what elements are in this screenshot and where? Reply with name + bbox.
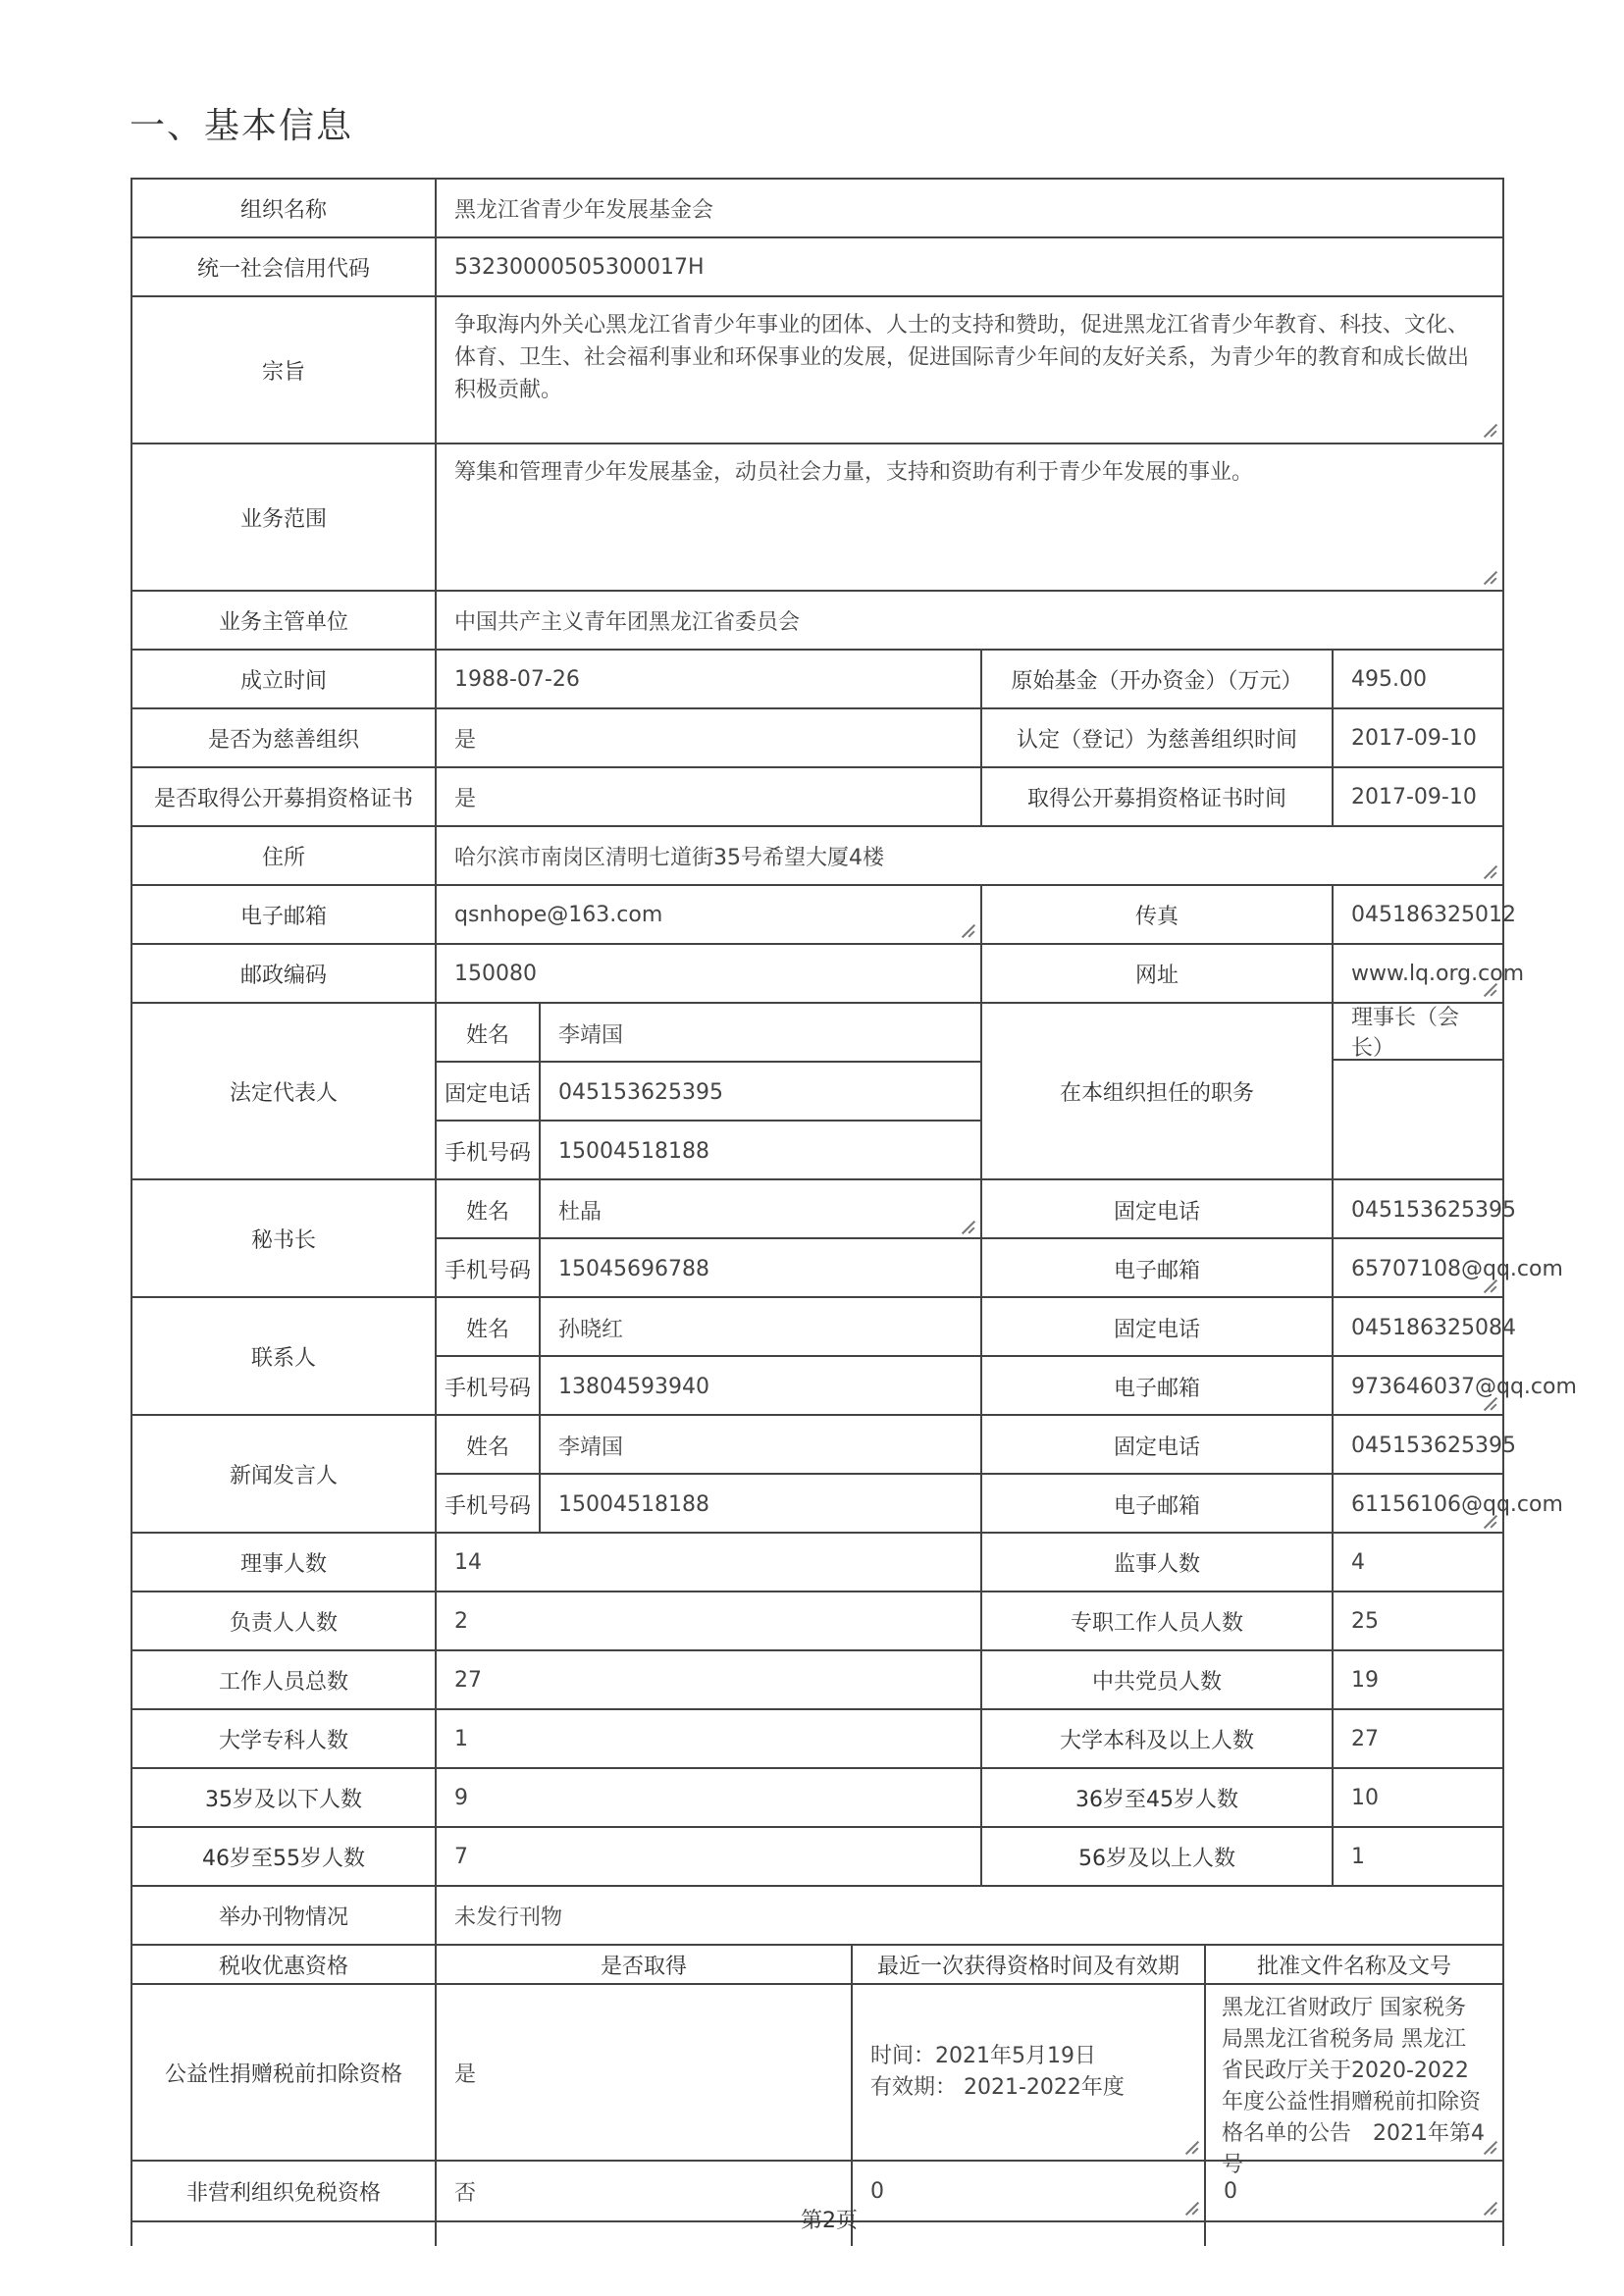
- legal-rep-details: [435, 1004, 980, 1178]
- stat-value: 27: [1332, 1710, 1502, 1767]
- credit-code-label: 统一社会信用代码: [196, 256, 370, 282]
- tax-time-input[interactable]: [851, 2162, 1204, 2220]
- row-publication: [131, 1885, 1504, 1944]
- stat-value: 1: [435, 1710, 980, 1767]
- postcode-label: 邮政编码: [239, 963, 327, 988]
- fund-label: 原始基金（开办资金）（万元）: [980, 651, 1332, 707]
- stat-value: 27: [435, 1651, 980, 1708]
- section-title: 一、基本信息: [130, 106, 354, 146]
- charity-value: 是: [435, 709, 980, 766]
- tax-time-line: 0: [870, 2178, 884, 2204]
- secretary-name: 杜晶: [558, 1199, 602, 1225]
- stat-label: 中共党员人数: [980, 1651, 1332, 1708]
- contact-name: 孙晓红: [539, 1298, 980, 1357]
- secretary-mobile: 15045696788: [539, 1239, 980, 1298]
- resize-grip-icon[interactable]: [1184, 2140, 1198, 2154]
- purpose-text: 争取海内外关心黑龙江省青少年事业的团体、人士的支持和赞助，促进黑龙江省青少年教育、科技、文化、体育、卫生、社会福利事业和环保事业的发展，促进国际青少年间的友好关系，为青少年的教育和成长做出积极贡献。: [454, 313, 1470, 402]
- secretary-name-label: 姓名: [465, 1199, 509, 1225]
- tax-obtained-value: 是: [435, 1985, 851, 2160]
- tax-header-obtained: 是否取得: [435, 1946, 851, 1983]
- business-scope-text: 筹集和管理青少年发展基金，动员社会力量，支持和资助有利于青少年发展的事业。: [454, 460, 1254, 485]
- stat-value: 25: [1332, 1592, 1502, 1649]
- stat-label: 负责人人数: [229, 1610, 338, 1636]
- tax-qualification-label: 公益性捐赠税前扣除资格: [164, 2061, 402, 2087]
- fundraising-label: 是否取得公开募捐资格证书: [153, 786, 413, 811]
- web-text: www.lq.org.com: [1351, 961, 1525, 986]
- stat-label: 监事人数: [980, 1534, 1332, 1591]
- resize-grip-icon[interactable]: [1483, 982, 1496, 996]
- address-text: 哈尔滨市南岗区清明七道街35号希望大厦4楼: [454, 845, 884, 870]
- contact-email: 973646037@qq.com: [1351, 1374, 1577, 1399]
- legal-rep-position: 理事长（会长）: [1351, 1006, 1460, 1061]
- stat-value: 19: [1332, 1651, 1502, 1708]
- partial-cell: [435, 2222, 851, 2246]
- stat-value: 14: [435, 1534, 980, 1591]
- resize-grip-icon[interactable]: [1483, 864, 1496, 878]
- row-org-name: [131, 178, 1504, 236]
- secretary-mobile-label: 手机号码: [444, 1258, 531, 1283]
- address-label: 住所: [261, 845, 305, 870]
- secretary-label: 秘书长: [250, 1227, 316, 1253]
- web-input[interactable]: [1332, 945, 1525, 1002]
- legal-rep-phone-label: 固定电话: [444, 1081, 531, 1107]
- legal-rep-position-cell: [1332, 1004, 1502, 1178]
- spokesman-email-input[interactable]: [1334, 1475, 1563, 1534]
- spokesman-name: 李靖国: [539, 1416, 980, 1475]
- fundraising-value: 是: [435, 768, 980, 825]
- secretary-phone-label: 固定电话: [1113, 1199, 1200, 1225]
- email-input[interactable]: [435, 886, 980, 943]
- tax-time-input[interactable]: [851, 1985, 1204, 2160]
- tax-qualification-label: 非营利组织免税资格: [185, 2180, 381, 2206]
- stat-label: 专职工作人员人数: [980, 1592, 1332, 1649]
- resize-grip-icon[interactable]: [961, 923, 974, 937]
- stat-row: [131, 1767, 1504, 1826]
- row-email: [131, 884, 1516, 943]
- secretary-email-label: 电子邮箱: [1113, 1258, 1200, 1283]
- legal-rep-mobile-label: 手机号码: [444, 1140, 531, 1166]
- row-business-scope: [131, 443, 1504, 590]
- resize-grip-icon[interactable]: [1184, 2201, 1198, 2215]
- founded-value: 1988-07-26: [435, 651, 980, 707]
- row-charity: [131, 707, 1504, 766]
- secretary-label-col: [980, 1180, 1332, 1296]
- spokesman-phone-label: 固定电话: [1113, 1435, 1200, 1460]
- stat-row: [131, 1649, 1504, 1708]
- publication-label: 举办刊物情况: [218, 1905, 348, 1930]
- fax-value: 045186325012: [1332, 886, 1502, 943]
- supervisor-value: 中国共产主义青年团黑龙江省委员会: [435, 592, 1502, 649]
- contact-phone-label: 固定电话: [1113, 1317, 1200, 1342]
- stat-row: [131, 1708, 1504, 1767]
- tax-time-line: 时间：2021年5月19日: [870, 2044, 1096, 2068]
- secretary-email: 65707108@qq.com: [1351, 1256, 1563, 1281]
- credit-code-value: 53230000505300017H: [435, 238, 1502, 295]
- fax-label: 传真: [980, 886, 1332, 943]
- tax-header-row: [131, 1944, 1504, 1983]
- charity-date-label: 认定（登记）为慈善组织时间: [980, 709, 1332, 766]
- charity-label: 是否为慈善组织: [207, 727, 359, 753]
- charity-date-value: 2017-09-10: [1332, 709, 1502, 766]
- row-contact: [131, 1296, 1577, 1414]
- postcode-value: 150080: [435, 945, 980, 1002]
- row-legal-rep: [131, 1002, 1504, 1178]
- business-scope-textarea[interactable]: [435, 444, 1502, 590]
- stat-label: 大学专科人数: [218, 1728, 348, 1753]
- stat-label: 36岁至45岁人数: [980, 1769, 1332, 1826]
- spokesman-name-label: 姓名: [465, 1435, 509, 1460]
- row-founded: [131, 649, 1504, 707]
- legal-rep-phone: 045153625395: [539, 1063, 980, 1122]
- org-name-value: 黑龙江省青少年发展基金会: [435, 180, 1502, 236]
- row-credit-code: [131, 236, 1504, 295]
- secretary-name-input[interactable]: [539, 1180, 980, 1239]
- tax-obtained-value: 否: [435, 2162, 851, 2220]
- partial-cell: [1204, 2222, 1502, 2246]
- fundraising-date-label: 取得公开募捐资格证书时间: [980, 768, 1332, 825]
- resize-grip-icon[interactable]: [1483, 1278, 1496, 1292]
- page-number: 第2页: [801, 2209, 858, 2233]
- contact-email-input[interactable]: [1334, 1357, 1577, 1416]
- tax-document-input[interactable]: [1204, 1985, 1502, 2177]
- stat-value: 4: [1332, 1534, 1502, 1591]
- resize-grip-icon[interactable]: [1483, 423, 1496, 437]
- row-secretary: [131, 1178, 1563, 1296]
- fundraising-date-value: 2017-09-10: [1332, 768, 1502, 825]
- resize-grip-icon[interactable]: [1483, 1514, 1496, 1528]
- spokesman-mobile-label: 手机号码: [444, 1493, 531, 1519]
- tax-document-text: 黑龙江省财政厅 国家税务局黑龙江省税务局 黑龙江省民政厅关于2020-2022年度公益性捐赠税前扣除资格名单的公告 2021年第4号: [1222, 1996, 1485, 2177]
- contact-value-col: [1332, 1298, 1577, 1414]
- contact-name-label: 姓名: [465, 1317, 509, 1342]
- resize-grip-icon[interactable]: [1483, 2201, 1496, 2215]
- contact-mobile-label: 手机号码: [444, 1376, 531, 1401]
- tax-document-text: 0: [1224, 2178, 1237, 2204]
- secretary-phone: 045153625395: [1351, 1197, 1516, 1223]
- tax-row: [131, 1983, 1504, 2177]
- spokesman-label: 新闻发言人: [229, 1463, 338, 1488]
- stat-label: 工作人员总数: [218, 1669, 348, 1695]
- spokesman-phone: 045153625395: [1351, 1433, 1516, 1458]
- spokesman-mobile: 15004518188: [539, 1475, 980, 1534]
- stat-value: 1: [1332, 1828, 1502, 1885]
- purpose-textarea[interactable]: [435, 297, 1502, 443]
- tax-document-input[interactable]: [1204, 2162, 1502, 2220]
- row-postcode: [131, 943, 1525, 1002]
- stat-label: 46岁至55岁人数: [202, 1846, 365, 1871]
- stat-value: 10: [1332, 1769, 1502, 1826]
- contact-details: [435, 1298, 980, 1414]
- legal-rep-mobile: 15004518188: [539, 1122, 980, 1180]
- row-fundraising: [131, 766, 1504, 825]
- tax-validity-line: 有效期： 2021-2022年度: [870, 2075, 1125, 2100]
- spokesman-details: [435, 1416, 980, 1532]
- business-scope-label: 业务范围: [239, 506, 327, 532]
- stat-label: 56岁及以上人数: [980, 1828, 1332, 1885]
- tax-header-qualification: 税收优惠资格: [218, 1954, 348, 1979]
- stat-value: 9: [435, 1769, 980, 1826]
- partial-cell: [851, 2222, 1204, 2246]
- founded-label: 成立时间: [239, 668, 327, 694]
- legal-rep-position-label: 在本组织担任的职务: [980, 1004, 1332, 1178]
- secretary-value-col: [1332, 1180, 1563, 1296]
- spokesman-value-col: [1332, 1416, 1563, 1532]
- contact-email-label: 电子邮箱: [1113, 1376, 1200, 1401]
- email-label: 电子邮箱: [239, 904, 327, 929]
- stat-row: [131, 1826, 1504, 1885]
- email-text: qsnhope@163.com: [454, 902, 663, 927]
- row-spokesman: [131, 1414, 1563, 1532]
- resize-grip-icon[interactable]: [1483, 2140, 1496, 2154]
- legal-rep-label: 法定代表人: [229, 1080, 338, 1106]
- stat-label: 理事人数: [239, 1551, 327, 1577]
- web-label: 网址: [980, 945, 1332, 1002]
- publication-value: 未发行刊物: [435, 1887, 1502, 1944]
- stat-label: 大学本科及以上人数: [980, 1710, 1332, 1767]
- stat-row: [131, 1591, 1504, 1649]
- legal-rep-name: 李靖国: [539, 1004, 980, 1063]
- tax-header-time: 最近一次获得资格时间及有效期: [851, 1946, 1204, 1983]
- contact-label: 联系人: [250, 1345, 316, 1371]
- stat-row: [131, 1532, 1504, 1591]
- row-purpose: [131, 295, 1504, 443]
- contact-label-col: [980, 1298, 1332, 1414]
- spokesman-email: 61156106@qq.com: [1351, 1491, 1563, 1517]
- purpose-label: 宗旨: [261, 359, 305, 385]
- resize-grip-icon[interactable]: [1483, 570, 1496, 584]
- org-name-label: 组织名称: [239, 197, 327, 223]
- spokesman-label-col: [980, 1416, 1332, 1532]
- basic-info-table: [131, 178, 1577, 2246]
- contact-phone: 045186325084: [1351, 1315, 1516, 1340]
- contact-mobile: 13804593940: [539, 1357, 980, 1416]
- spokesman-email-label: 电子邮箱: [1113, 1493, 1200, 1519]
- supervisor-label: 业务主管单位: [218, 609, 348, 635]
- row-supervisor: [131, 590, 1504, 649]
- legal-rep-name-label: 姓名: [465, 1022, 509, 1048]
- row-address: [131, 825, 1504, 884]
- stat-value: 2: [435, 1592, 980, 1649]
- address-input[interactable]: [435, 827, 1502, 884]
- secretary-details: [435, 1180, 980, 1296]
- tax-header-document: 批准文件名称及文号: [1204, 1946, 1502, 1983]
- resize-grip-icon[interactable]: [1483, 1396, 1496, 1410]
- resize-grip-icon[interactable]: [961, 1220, 974, 1233]
- stat-label: 35岁及以下人数: [205, 1787, 362, 1812]
- fund-value: 495.00: [1332, 651, 1502, 707]
- secretary-email-input[interactable]: [1334, 1239, 1563, 1298]
- stat-value: 7: [435, 1828, 980, 1885]
